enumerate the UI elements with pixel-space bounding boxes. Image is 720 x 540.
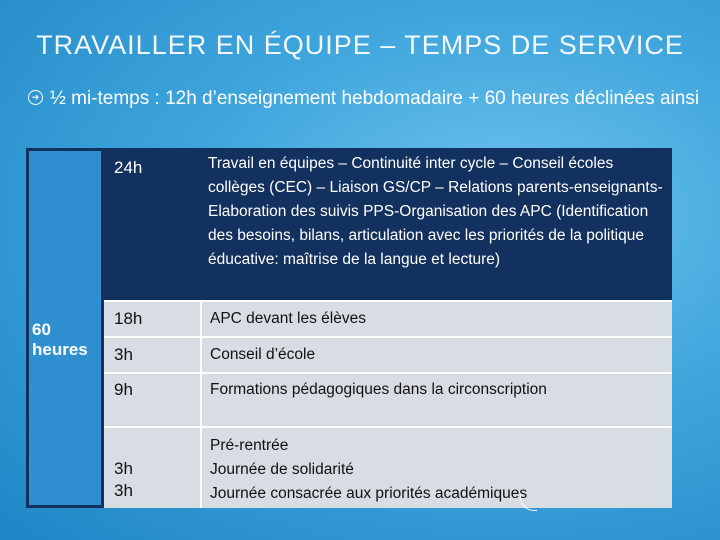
bullet-text: ½ mi-temps : 12h d’enseignement hebdomadaire + 60 heures déclinées ainsi (50, 88, 700, 109)
description-cell: Pré-rentrée Journée de solidarité Journée consacrée aux priorités académiques (200, 426, 672, 508)
slide-title: TRAVAILLER EN ÉQUIPE – TEMPS DE SERVICE (36, 30, 684, 60)
hours-cell: 18h (104, 300, 200, 336)
description-cell: Conseil d’école (200, 336, 672, 372)
total-hours-label: 60 heures (32, 320, 88, 359)
service-hours-table (26, 148, 672, 510)
hours-cell: 24h (104, 148, 200, 300)
total-hours-column (26, 148, 104, 508)
hours-cell: 3h (104, 336, 200, 372)
hours-column (104, 148, 200, 508)
description-cell: Formations pédagogiques dans la circonscription (200, 372, 672, 426)
hours-cell: 9h (104, 372, 200, 426)
description-column (200, 148, 672, 508)
description-cell: Travail en équipes – Continuité inter cycle – Conseil écoles collèges (CEC) – Liaison GS/CP – Relations parents-enseignants- Elaboration des suivis PPS-Organisation des APC (Identification des besoins, bilans, articulation avec les priorités de la politique éducative: maîtrise de la langue et lecture) (200, 148, 672, 300)
circled-arrow-icon: ➜ (28, 90, 43, 105)
description-cell: APC devant les élèves (200, 300, 672, 336)
hours-cell: 3h 3h (104, 426, 200, 508)
